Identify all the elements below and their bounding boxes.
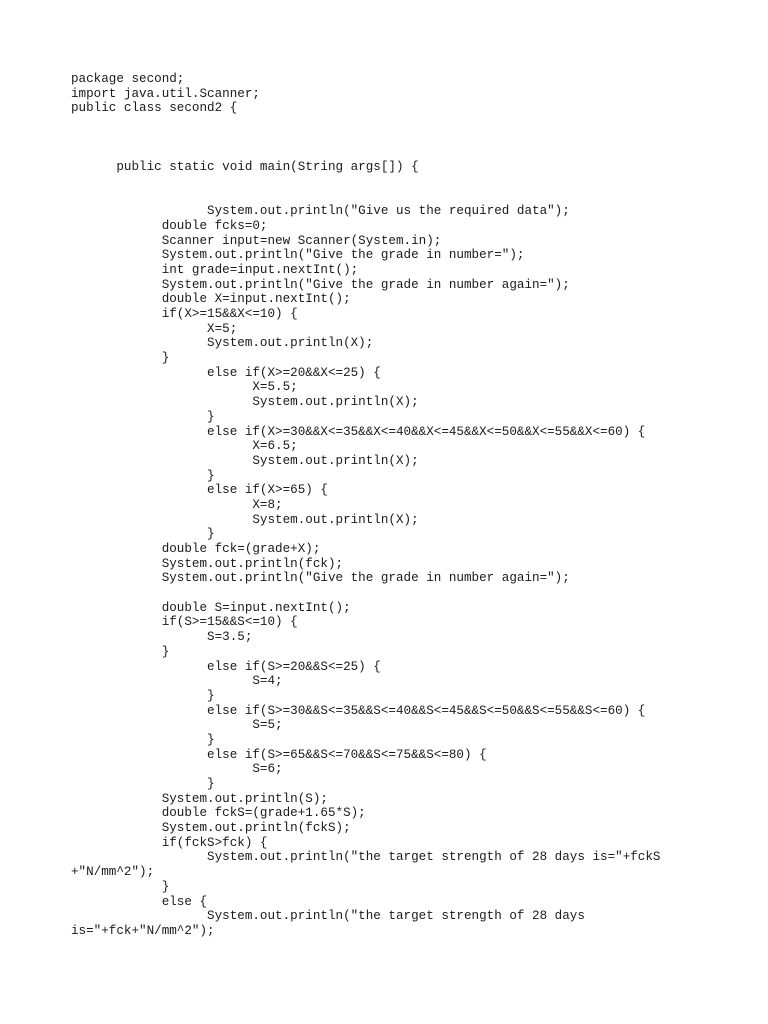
code-line: S=3.5; [71, 630, 253, 645]
code-line: X=6.5; [71, 439, 298, 454]
code-line: else if(S>=30&&S<=35&&S<=40&&S<=45&&S<=50&&S<=55&&S<=60) { [71, 703, 646, 718]
code-line: is="+fck+"N/mm^2"); [71, 923, 215, 938]
code-line: else if(S>=20&&S<=25) { [71, 659, 381, 674]
code-line: System.out.println("Give us the required data"); [71, 204, 570, 219]
code-line: System.out.println("the target strength of 28 days [71, 909, 585, 924]
code-line: X=5.5; [71, 380, 298, 395]
code-line: } [71, 468, 215, 483]
code-line: Scanner input=new Scanner(System.in); [71, 233, 442, 248]
code-line: System.out.println(fck); [71, 556, 344, 571]
code-line: else if(S>=65&&S<=70&&S<=75&&S<=80) { [71, 747, 487, 762]
code-line: } [71, 688, 215, 703]
code-line: System.out.println("the target strength of 28 days is="+fckS [71, 850, 661, 865]
code-line: X=5; [71, 321, 238, 336]
code-line: else { [71, 894, 208, 909]
code-line: System.out.println("Give the grade in number again="); [71, 277, 570, 292]
code-line: } [71, 879, 170, 894]
code-line: System.out.println(X); [71, 395, 419, 410]
code-line: System.out.println("Give the grade in number="); [71, 248, 525, 263]
code-document [71, 72, 761, 939]
code-line: if(X>=15&&X<=10) { [71, 307, 298, 321]
code-line: System.out.println(fckS); [71, 821, 351, 836]
code-line: System.out.println(X); [71, 336, 374, 351]
code-line: System.out.println("Give the grade in number again="); [71, 571, 570, 586]
code-line: double fck=(grade+X); [71, 542, 321, 556]
code-line: double X=input.nextInt(); [71, 292, 351, 307]
code-line: else if(X>=30&&X<=35&&X<=40&&X<=45&&X<=50&&X<=55&&X<=60) { [71, 424, 646, 439]
code-line: S=4; [71, 674, 283, 689]
code-line: } [71, 644, 170, 659]
code-line: double fckS=(grade+1.65*S); [71, 806, 366, 821]
code-line: System.out.println(S); [71, 791, 328, 806]
code-line: if(fckS>fck) { [71, 835, 268, 850]
code-line: double fcks=0; [71, 218, 268, 233]
code-line: X=8; [71, 497, 283, 512]
code-line: +"N/mm^2"); [71, 865, 155, 880]
code-line: else if(X>=20&&X<=25) { [71, 365, 381, 380]
code-line: double S=input.nextInt(); [71, 600, 351, 615]
code-line [71, 190, 761, 205]
code-line: public class second2 { [71, 101, 238, 116]
code-line: import java.util.Scanner; [71, 86, 260, 101]
code-line: } [71, 409, 215, 424]
code-line: } [71, 527, 215, 542]
code-line: package second; [71, 72, 185, 86]
code-line: S=5; [71, 718, 283, 733]
code-line [71, 116, 761, 131]
code-line: } [71, 732, 215, 747]
code-line [71, 175, 761, 190]
code-line [71, 131, 761, 146]
code-line [71, 586, 761, 601]
code-line: System.out.println(X); [71, 512, 419, 527]
code-line: else if(X>=65) { [71, 483, 328, 498]
code-line: System.out.println(X); [71, 453, 419, 468]
code-line: int grade=input.nextInt(); [71, 262, 359, 277]
code-line: public static void main(String args[]) { [71, 160, 419, 175]
code-line: } [71, 777, 215, 791]
code-line [71, 145, 761, 160]
code-line: } [71, 351, 170, 366]
code-line: if(S>=15&&S<=10) { [71, 615, 298, 630]
code-line: S=6; [71, 762, 283, 777]
